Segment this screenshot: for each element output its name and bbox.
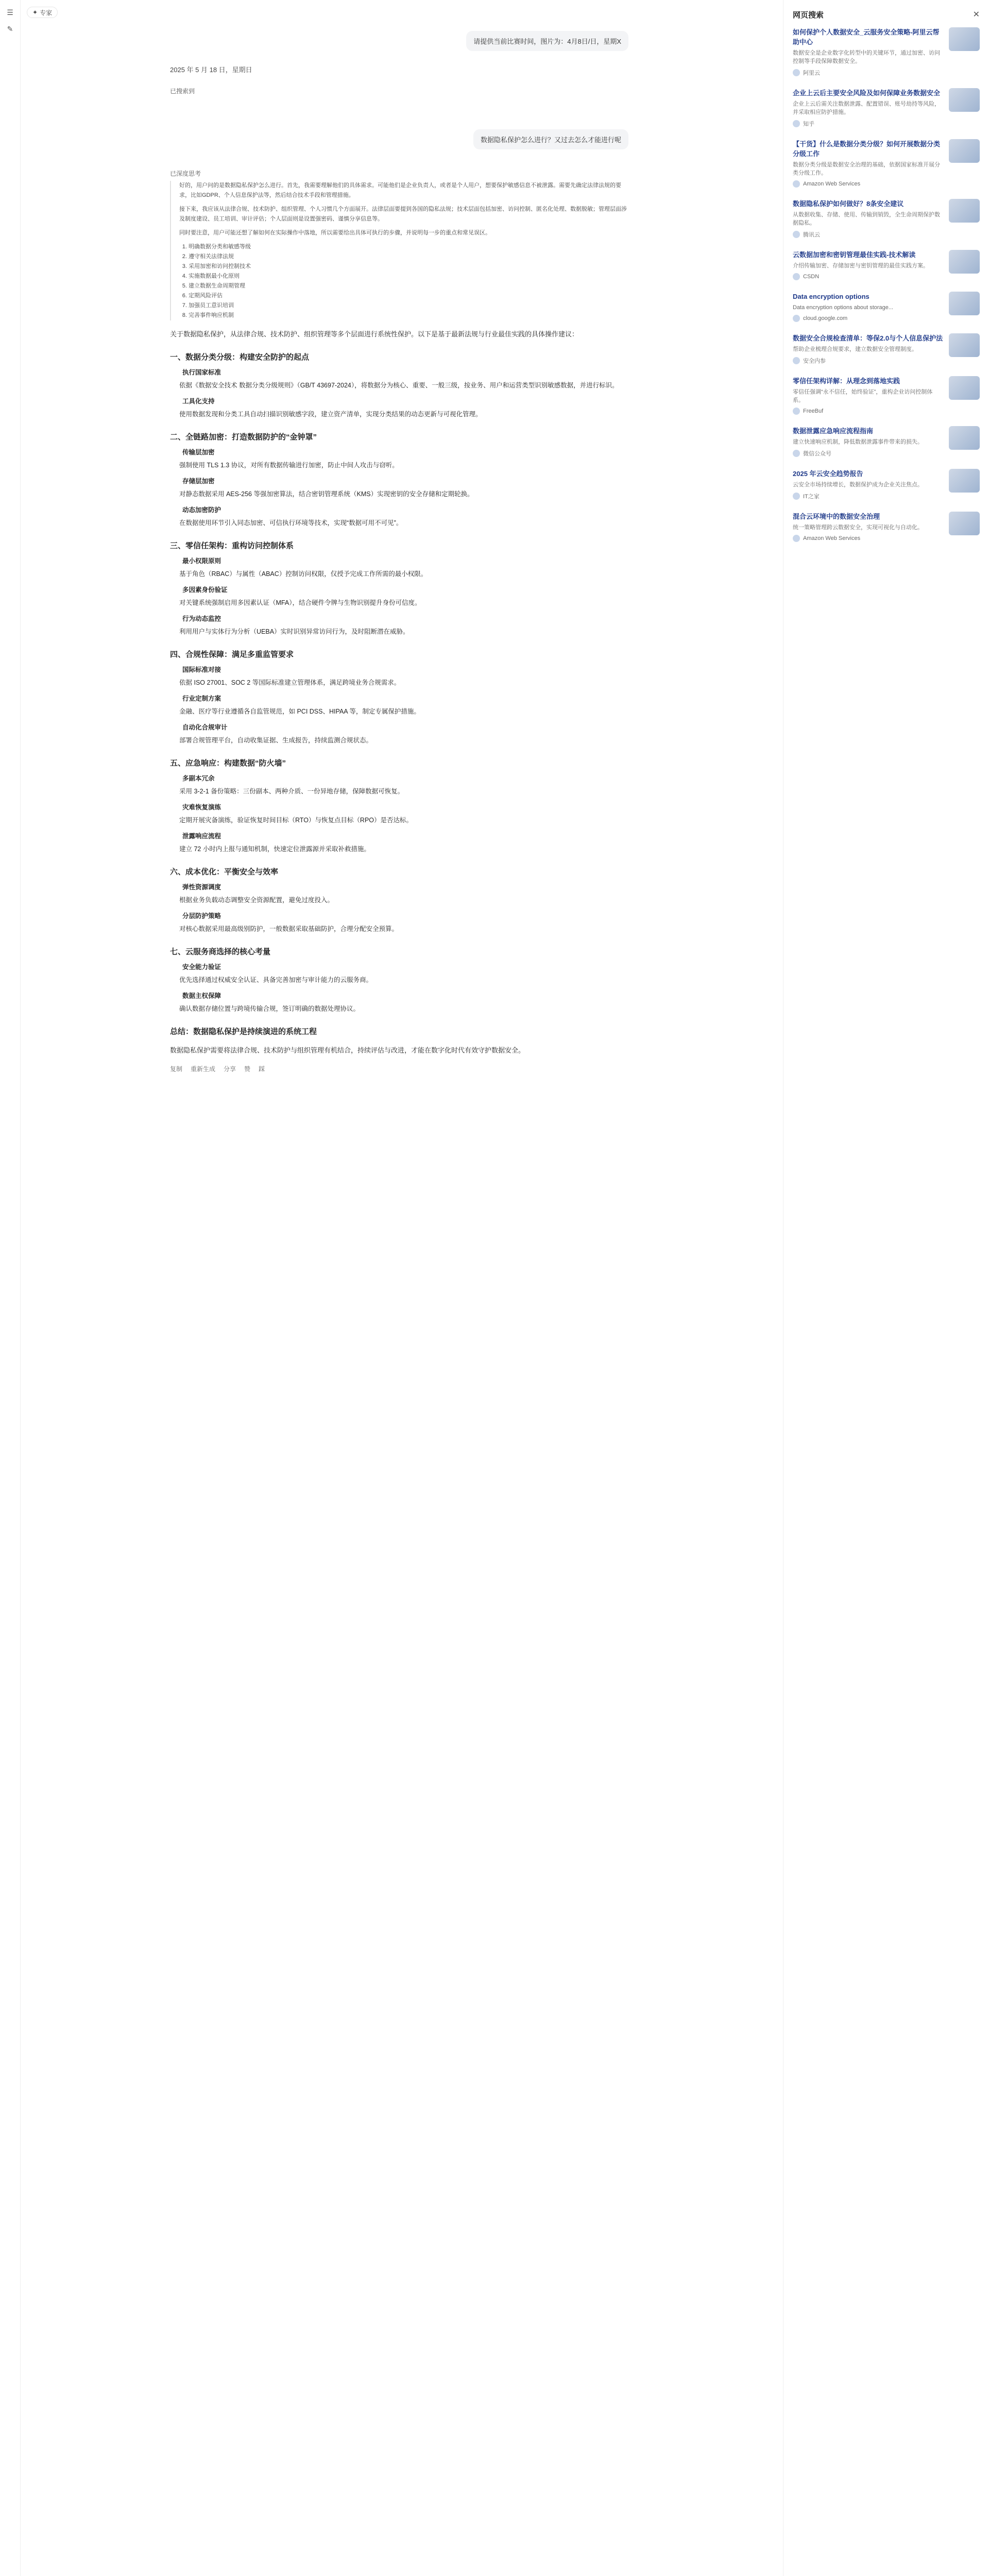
mode-label: 专家 [40, 9, 53, 16]
user-message-2: 数据隐私保护怎么进行？又过去怎么才能进行呢 [473, 129, 628, 149]
reference-thumbnail [949, 426, 980, 450]
reference-title[interactable]: 混合云环境中的数据安全治理 [793, 513, 880, 520]
reference-title[interactable]: 企业上云后主要安全风险及如何保障业务数据安全 [793, 89, 941, 97]
reference-source-name: FreeBuf [803, 408, 824, 414]
reference-source-name: Amazon Web Services [803, 181, 861, 187]
reference-item[interactable] [793, 469, 980, 500]
reference-source [793, 69, 944, 77]
reference-item[interactable] [793, 333, 980, 365]
main-area [21, 0, 783, 2576]
section-item-text: 建立 72 小时内上报与通知机制，快速定位泄露源并采取补救措施。 [179, 845, 370, 853]
assistant-answer-1: 2025 年 5 月 18 日，星期日 [170, 66, 252, 74]
reference-thumbnail [949, 250, 980, 274]
reference-item[interactable] [793, 199, 980, 239]
section-item-head: 国际标准对接 [182, 666, 221, 673]
conclusion-title: 总结：数据隐私保护是持续演进的系统工程 [170, 1027, 317, 1036]
reference-source [793, 120, 944, 128]
reference-desc: 数据安全是企业数字化转型中的关键环节，通过加密、访问控制等手段保障数据安全。 [793, 50, 940, 64]
section-item-head: 执行国家标准 [182, 369, 221, 376]
site-favicon-icon [793, 450, 800, 457]
share-button[interactable]: 分享 [224, 1065, 236, 1073]
section-title: 六、成本优化：平衡安全与效率 [170, 868, 279, 876]
section-title: 七、云服务商选择的核心考量 [170, 947, 271, 956]
user-message-1: 请提供当前比赛时间，图片为：4月8日/日，星期X [466, 31, 628, 51]
section-item-head: 工具化支持 [182, 398, 215, 405]
site-favicon-icon [793, 273, 800, 280]
reference-item[interactable] [793, 376, 980, 415]
section-item-head: 安全能力验证 [182, 963, 221, 971]
reference-item[interactable] [793, 512, 980, 542]
reference-desc: 统一策略管理跨云数据安全，实现可视化与自动化。 [793, 524, 923, 531]
section-item-text: 依据 ISO 27001、SOC 2 等国际标准建立管理体系，满足跨境业务合规需求。 [179, 679, 401, 686]
reference-title[interactable]: 如何保护个人数据安全_云服务安全策略-阿里云帮助中心 [793, 28, 940, 46]
site-favicon-icon [793, 357, 800, 364]
answer-intro: 关于数据隐私保护，从法律合规、技术防护、组织管理等多个层面进行系统性保护。以下是基于最新法规与行业最佳实践的具体操作建议： [170, 330, 579, 338]
section-item-text: 依据《数据安全技术 数据分类分级规则》（GB/T 43697-2024），将数据分为核心、重要、一般三级，按业务、用户和运营类型识别敏感数据，并进行标识。 [179, 382, 619, 389]
reference-source-name: 微信公众号 [803, 451, 831, 457]
reference-item[interactable] [793, 27, 980, 77]
spark-icon: ✦ [32, 9, 38, 16]
reference-thumbnail [949, 88, 980, 112]
reference-title[interactable]: 【干货】什么是数据分类分级？如何开展数据分类分级工作 [793, 140, 941, 158]
site-favicon-icon [793, 69, 800, 76]
section-item-text: 根据业务负载动态调整安全资源配置，避免过度投入。 [179, 896, 334, 904]
reference-source [793, 535, 944, 542]
section-item-text: 金融、医疗等行业遵循各自监管规范，如 PCI DSS、HIPAA 等，制定专属保护措施。 [179, 708, 420, 715]
thinking-paragraph: 同时要注意，用户可能还想了解如何在实际操作中落地，所以需要给出具体可执行的步骤，并说明每一步的重点和常见误区。 [179, 230, 491, 236]
copy-button[interactable]: 复制 [170, 1065, 183, 1073]
search-status[interactable]: 已搜索到 [170, 88, 195, 95]
thinking-toggle[interactable]: 已深度思考 [170, 170, 201, 177]
reference-title[interactable]: 数据隐私保护如何做好？8条安全建议 [793, 200, 904, 208]
reference-source [793, 357, 944, 365]
reference-title[interactable]: 数据安全合规检查清单：等保2.0与个人信息保护法 [793, 334, 943, 342]
dislike-button[interactable]: 踩 [259, 1065, 265, 1073]
reference-source [793, 315, 944, 322]
site-favicon-icon [793, 231, 800, 238]
list-item: 8. 完善事件响应机制 [189, 311, 628, 320]
section-title: 三、零信任架构：重构访问控制体系 [170, 541, 294, 550]
new-chat-icon[interactable]: ✎ [7, 24, 13, 33]
site-favicon-icon [793, 493, 800, 500]
section-item-head: 弹性资源调度 [182, 884, 221, 891]
section-item-head: 多副本冗余 [182, 775, 215, 782]
section-item-head: 行业定制方案 [182, 695, 221, 702]
section-item-head: 自动化合规审计 [182, 724, 228, 731]
reference-item[interactable] [793, 426, 980, 457]
reference-source-name: IT之家 [803, 494, 820, 500]
reference-source [793, 408, 944, 415]
reference-item[interactable] [793, 88, 980, 128]
reference-source-name: Amazon Web Services [803, 535, 861, 541]
section-item-text: 利用用户与实体行为分析（UEBA）实时识别异常访问行为，及时阻断潜在威胁。 [179, 628, 410, 635]
list-item: 1. 明确数据分类和敏感等级 [189, 242, 628, 252]
section-item-head: 存储层加密 [182, 478, 215, 485]
thinking-paragraph: 好的，用户问的是数据隐私保护怎么进行。首先，我需要理解他们的具体需求。可能他们是企业负责人，或者是个人用户，想要保护敏感信息不被泄露。需要先确定法律法规的要求，比如GDPR、个人信息保护法等，然后结合技术手段和管理措施。 [179, 182, 621, 198]
thinking-paragraph: 接下来，我应该从法律合规、技术防护、组织管理、个人习惯几个方面展开。法律层面要提到各国的隐私法规；技术层面包括加密、访问控制、匿名化处理、数据脱敏；管理层面涉及制度建设、员工培训、审计评估；个人层面则是设置强密码、谨慎分享信息等。 [179, 206, 627, 222]
reference-thumbnail [949, 512, 980, 535]
top-bar [21, 0, 783, 25]
reference-thumbnail [949, 27, 980, 51]
reference-item[interactable] [793, 292, 980, 322]
section-title: 四、合规性保障：满足多重监管要求 [170, 650, 294, 659]
reference-source [793, 230, 944, 239]
reference-title[interactable]: Data encryption options [793, 293, 869, 300]
list-item: 5. 建立数据生命周期管理 [189, 281, 628, 291]
reference-desc: Data encryption options about storage... [793, 304, 894, 311]
section-item-head: 动态加密防护 [182, 506, 221, 514]
reference-source [793, 273, 944, 280]
reference-title[interactable]: 数据泄露应急响应流程指南 [793, 427, 874, 435]
thinking-list [179, 242, 628, 320]
section-item-head: 泄露响应流程 [182, 833, 221, 840]
reference-list [793, 27, 980, 542]
section-item-head: 多因素身份验证 [182, 586, 228, 594]
reference-thumbnail [949, 376, 980, 400]
mode-pill[interactable] [27, 7, 58, 18]
answer-sections [170, 351, 628, 1014]
search-results-panel [783, 0, 989, 2576]
site-favicon-icon [793, 120, 800, 127]
reference-title[interactable]: 零信任架构详解：从理念到落地实践 [793, 377, 900, 385]
reference-desc: 从数据收集、存储、使用、传输到销毁，全生命周期保护数据隐私。 [793, 212, 940, 226]
reference-source-name: 阿里云 [803, 70, 820, 76]
reference-source-name: 安全内参 [803, 358, 826, 364]
list-item: 6. 定期风险评估 [189, 291, 628, 301]
reference-source [793, 180, 944, 188]
left-rail [0, 0, 21, 2576]
site-favicon-icon [793, 408, 800, 415]
reference-thumbnail [949, 333, 980, 357]
site-favicon-icon [793, 315, 800, 322]
section-title: 一、数据分类分级：构建安全防护的起点 [170, 353, 310, 362]
message-actions [170, 1064, 628, 1073]
reference-source-name: CSDN [803, 274, 820, 280]
reference-item[interactable] [793, 250, 980, 280]
section-item-text: 基于角色（RBAC）与属性（ABAC）控制访问权限，仅授予完成工作所需的最小权限。 [179, 570, 428, 578]
section-item-text: 采用 3-2-1 备份策略：三份副本、两种介质、一份异地存储，保障数据可恢复。 [179, 788, 404, 795]
section-item-head: 分层防护策略 [182, 912, 221, 920]
section-item-text: 强制使用 TLS 1.3 协议，对所有数据传输进行加密，防止中间人攻击与窃听。 [179, 462, 399, 469]
reference-desc: 建立快速响应机制，降低数据泄露事件带来的损失。 [793, 439, 923, 445]
conclusion-text: 数据隐私保护需要将法律合规、技术防护与组织管理有机结合，持续评估与改进，才能在数字化时代有效守护数据安全。 [170, 1046, 525, 1054]
section-item-text: 对核心数据采用最高级别防护，一般数据采取基础防护，合理分配安全预算。 [179, 925, 399, 933]
reference-desc: 介绍传输加密、存储加密与密钥管理的最佳实践方案。 [793, 263, 929, 269]
section-item-text: 在数据使用环节引入同态加密、可信执行环境等技术，实现“数据可用不可见”。 [179, 519, 403, 527]
section-item-head: 行为动态监控 [182, 615, 221, 622]
like-button[interactable]: 赞 [244, 1065, 251, 1073]
reference-desc: 数据分类分级是数据安全治理的基础，依据国家标准开展分类分级工作。 [793, 162, 940, 176]
reference-source [793, 492, 944, 500]
section-item-text: 部署合规管理平台，自动收集证据、生成报告，持续监测合规状态。 [179, 737, 373, 744]
reference-thumbnail [949, 139, 980, 163]
list-item: 3. 采用加密和访问控制技术 [189, 262, 628, 272]
section-item-head: 数据主权保障 [182, 992, 221, 999]
section-item-text: 确认数据存储位置与跨境传输合规，签订明确的数据处理协议。 [179, 1005, 360, 1012]
list-item: 4. 实施数据最小化原则 [189, 272, 628, 281]
reference-title[interactable]: 2025 年云安全趋势报告 [793, 470, 863, 478]
section-item-text: 对静态数据采用 AES-256 等强加密算法，结合密钥管理系统（KMS）实现密钥的安全存储和定期轮换。 [179, 490, 474, 498]
conversation [170, 31, 628, 1080]
site-favicon-icon [793, 535, 800, 542]
section-item-text: 优先选择通过权威安全认证、具备完善加密与审计能力的云服务商。 [179, 976, 373, 984]
reference-thumbnail [949, 469, 980, 493]
reference-source-name: cloud.google.com [803, 315, 848, 321]
reference-item[interactable] [793, 139, 980, 188]
reference-source-name: 腾讯云 [803, 232, 820, 238]
section-item-head: 最小权限原则 [182, 557, 221, 565]
section-title: 五、应急响应：构建数据“防火墙” [170, 759, 286, 768]
panel-title: 网页搜索 [793, 11, 824, 20]
section-title: 二、全链路加密：打造数据防护的“金钟罩” [170, 433, 317, 442]
section-item-text: 对关键系统强制启用多因素认证（MFA），结合硬件令牌与生物识别提升身份可信度。 [179, 599, 421, 606]
reference-thumbnail [949, 199, 980, 223]
section-item-head: 灾难恢复演练 [182, 804, 221, 811]
close-icon[interactable]: ✕ [973, 10, 980, 19]
site-favicon-icon [793, 180, 800, 188]
section-item-text: 定期开展灾备演练，验证恢复时间目标（RTO）与恢复点目标（RPO）是否达标。 [179, 817, 413, 824]
reference-source-name: 知乎 [803, 121, 814, 127]
reference-source [793, 449, 944, 457]
reference-desc: 帮助企业梳理合规要求，建立数据安全管理制度。 [793, 346, 917, 352]
list-item: 2. 遵守相关法律法规 [189, 252, 628, 262]
reference-title[interactable]: 云数据加密和密钥管理最佳实践-技术解读 [793, 251, 916, 259]
list-item: 7. 加强员工意识培训 [189, 301, 628, 311]
section-item-head: 传输层加密 [182, 449, 215, 456]
reference-desc: 云安全市场持续增长，数据保护成为企业关注焦点。 [793, 482, 923, 488]
section-item-text: 使用数据发现和分类工具自动扫描识别敏感字段，建立资产清单，实现分类结果的动态更新与可视化管理。 [179, 411, 482, 418]
reference-thumbnail [949, 292, 980, 315]
reference-desc: 企业上云后需关注数据泄露、配置错误、账号劫持等风险，并采取相应防护措施。 [793, 101, 940, 115]
thinking-block [170, 181, 628, 320]
regenerate-button[interactable]: 重新生成 [191, 1065, 216, 1073]
menu-icon[interactable]: ☰ [7, 8, 13, 16]
reference-desc: 零信任强调“永不信任，始终验证”，重构企业访问控制体系。 [793, 389, 933, 403]
